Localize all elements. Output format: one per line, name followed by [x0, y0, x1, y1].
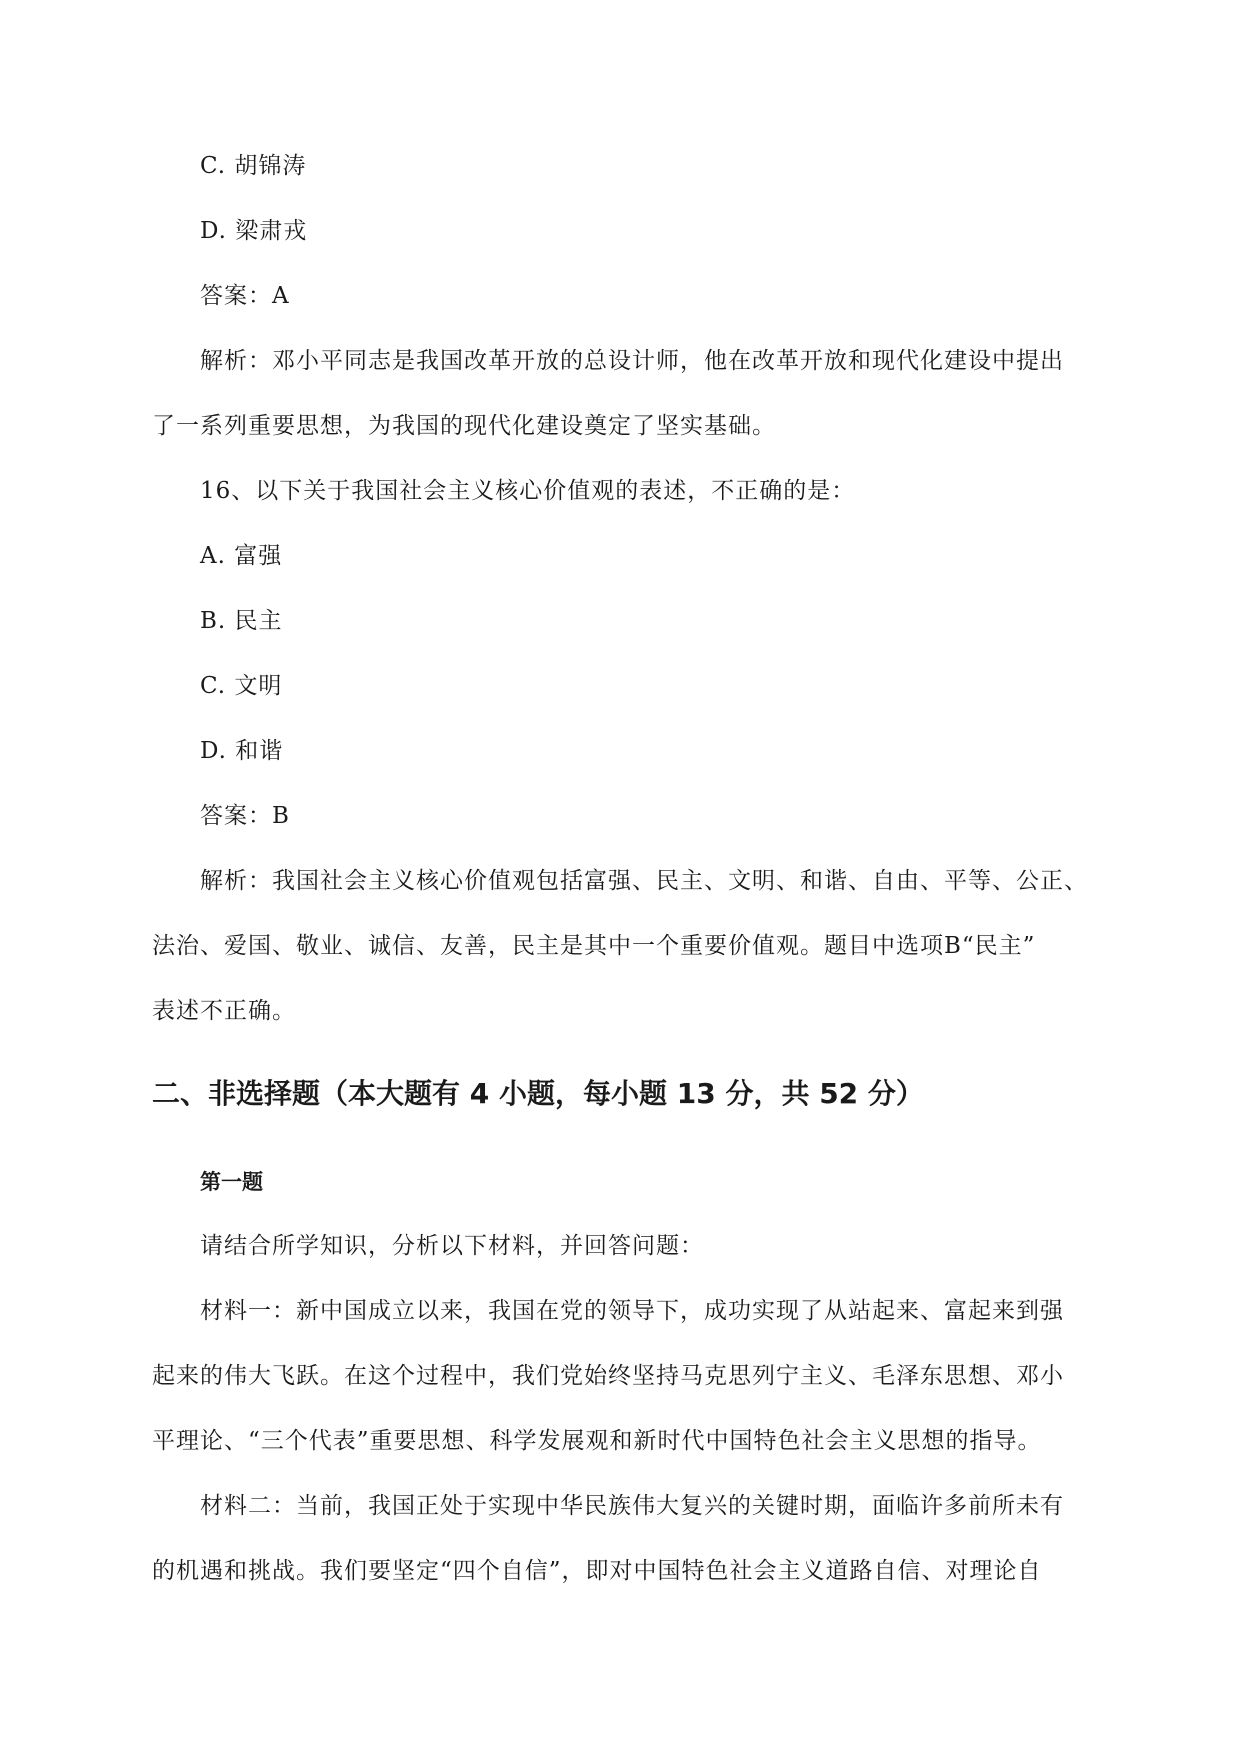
material1-line2: 起来的伟大飞跃。在这个过程中，我们党始终坚持马克思列宁主义、毛泽东思想、邓小 — [152, 1363, 1064, 1389]
q16-answer: 答案：B — [200, 803, 290, 829]
q15-analysis-line2: 了一系列重要思想，为我国的现代化建设奠定了坚实基础。 — [152, 413, 776, 439]
q16-option-c: C. 文明 — [200, 673, 283, 699]
material2-line1: 材料二：当前，我国正处于实现中华民族伟大复兴的关键时期，面临许多前所未有 — [200, 1493, 1064, 1519]
first-question-prompt: 请结合所学知识，分析以下材料，并回答问题： — [200, 1233, 704, 1259]
q15-option-d: D. 梁肃戎 — [200, 218, 308, 244]
material1-line1: 材料一：新中国成立以来，我国在党的领导下，成功实现了从站起来、富起来到强 — [200, 1298, 1064, 1324]
q16-analysis-line2: 法治、爱国、敬业、诚信、友善，民主是其中一个重要价值观。题目中选项B“民主” — [152, 933, 1036, 959]
first-question-title: 第一题 — [200, 1170, 263, 1194]
q16-option-b: B. 民主 — [200, 608, 283, 634]
q15-option-c: C. 胡锦涛 — [200, 153, 307, 179]
q16-option-a: A. 富强 — [200, 543, 283, 569]
material2-line2: 的机遇和挑战。我们要坚定“四个自信”，即对中国特色社会主义道路自信、对理论自 — [152, 1558, 1042, 1584]
q16-analysis-line1: 解析：我国社会主义核心价值观包括富强、民主、文明、和谐、自由、平等、公正、 — [200, 868, 1088, 894]
material1-line3: 平理论、“三个代表”重要思想、科学发展观和新时代中国特色社会主义思想的指导。 — [152, 1428, 1042, 1454]
section2-title: 二、非选择题（本大题有 4 小题，每小题 13 分，共 52 分） — [152, 1077, 924, 1110]
q15-answer: 答案：A — [200, 283, 290, 309]
q16-option-d: D. 和谐 — [200, 738, 284, 764]
q15-analysis-line1: 解析：邓小平同志是我国改革开放的总设计师，他在改革开放和现代化建设中提出 — [200, 348, 1064, 374]
q16-analysis-line3: 表述不正确。 — [152, 998, 296, 1024]
q16-question: 16、以下关于我国社会主义核心价值观的表述，不正确的是： — [200, 478, 856, 504]
